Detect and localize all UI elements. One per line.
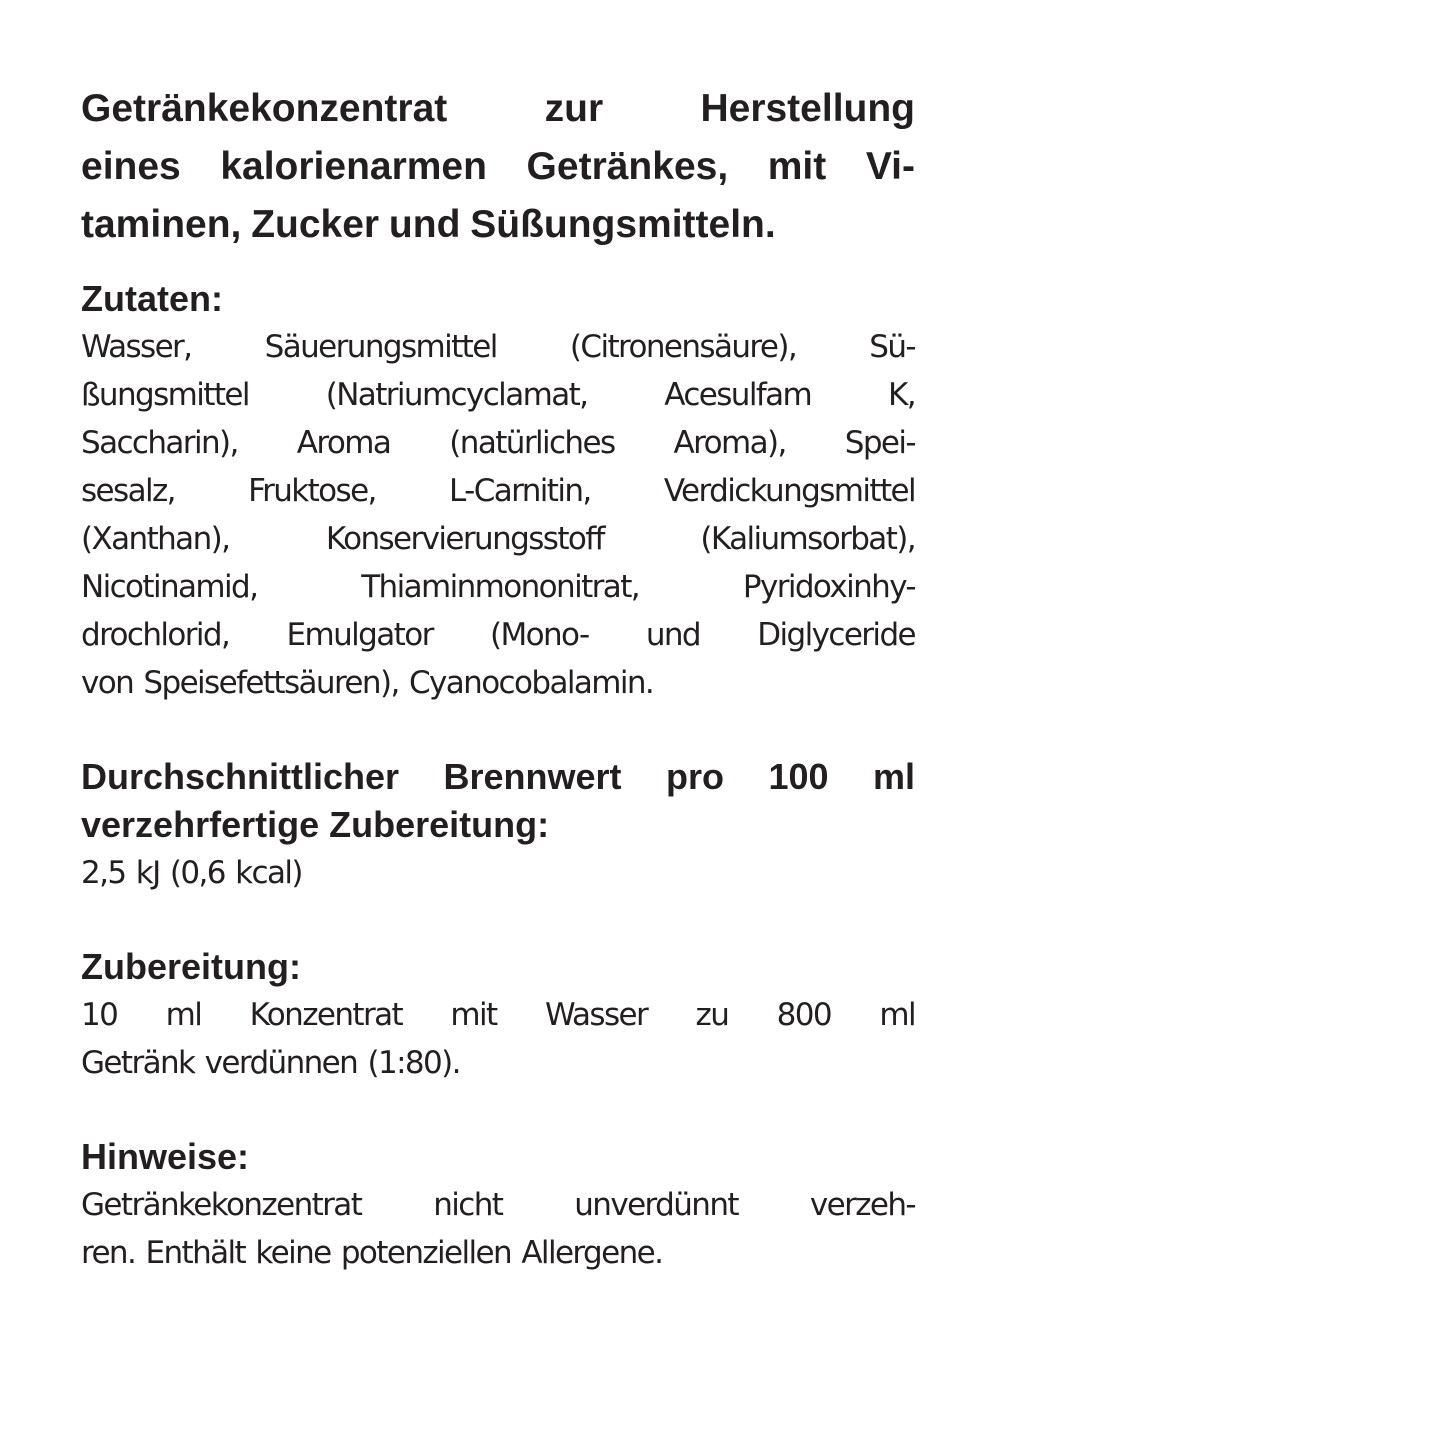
energy-heading — [81, 753, 915, 849]
preparation-section — [81, 943, 915, 1087]
notes-line-2: ren. Enthält keine potenziellen Allergene. — [81, 1235, 663, 1271]
preparation-line-1: 10 ml Konzentrat mit Wasser zu 800 ml — [81, 997, 915, 1033]
ingredients-line-3: Saccharin), Aroma (natürliches Aroma), Spei- — [81, 425, 915, 461]
ingredients-line-4: sesalz, Fruktose, L-Carnitin, Verdickungsmittel — [81, 473, 915, 509]
notes-section — [81, 1133, 915, 1277]
energy-heading-line-2: verzehrfertige Zubereitung: — [81, 804, 550, 845]
notes-heading: Hinweise: — [81, 1136, 250, 1177]
energy-value-text: 2,5 kJ (0,6 kcal) — [81, 855, 302, 891]
ingredients-line-6: Nicotinamid, Thiaminmononitrat, Pyridoxinhy- — [81, 569, 915, 605]
title-line-2: eines kalorienarmen Getränkes, mit Vi- — [81, 145, 915, 188]
ingredients-line-2: ßungsmittel (Natriumcyclamat, Acesulfam K, — [81, 377, 915, 413]
energy-heading-line-1: Durchschnittlicher Brennwert pro 100 ml — [81, 756, 915, 797]
ingredients-line-5: (Xanthan), Konservierungsstoff (Kaliumsorbat), — [81, 521, 915, 557]
ingredients-section — [81, 275, 915, 707]
preparation-instructions — [81, 991, 915, 1087]
energy-value — [81, 849, 915, 897]
title-line-3: taminen, Zucker und Süßungsmitteln. — [81, 203, 776, 246]
ingredients-line-1: Wasser, Säuerungsmittel (Citronensäure), Sü- — [81, 329, 915, 365]
ingredients-line-8: von Speisefettsäuren), Cyanocobalamin. — [81, 665, 654, 701]
product-label-text — [81, 80, 915, 1277]
ingredients-line-7: drochlorid, Emulgator (Mono- und Diglyceride — [81, 617, 915, 653]
product-description-title — [81, 80, 915, 254]
preparation-line-2: Getränk verdünnen (1:80). — [81, 1045, 460, 1081]
ingredients-heading: Zutaten: — [81, 278, 223, 319]
notes-line-1: Getränkekonzentrat nicht unverdünnt verzeh- — [81, 1187, 915, 1223]
preparation-heading: Zubereitung: — [81, 946, 301, 987]
title-line-1: Getränkekonzentrat zur Herstellung — [81, 87, 915, 130]
energy-section — [81, 753, 915, 897]
ingredients-list — [81, 323, 915, 707]
notes-text — [81, 1181, 915, 1277]
